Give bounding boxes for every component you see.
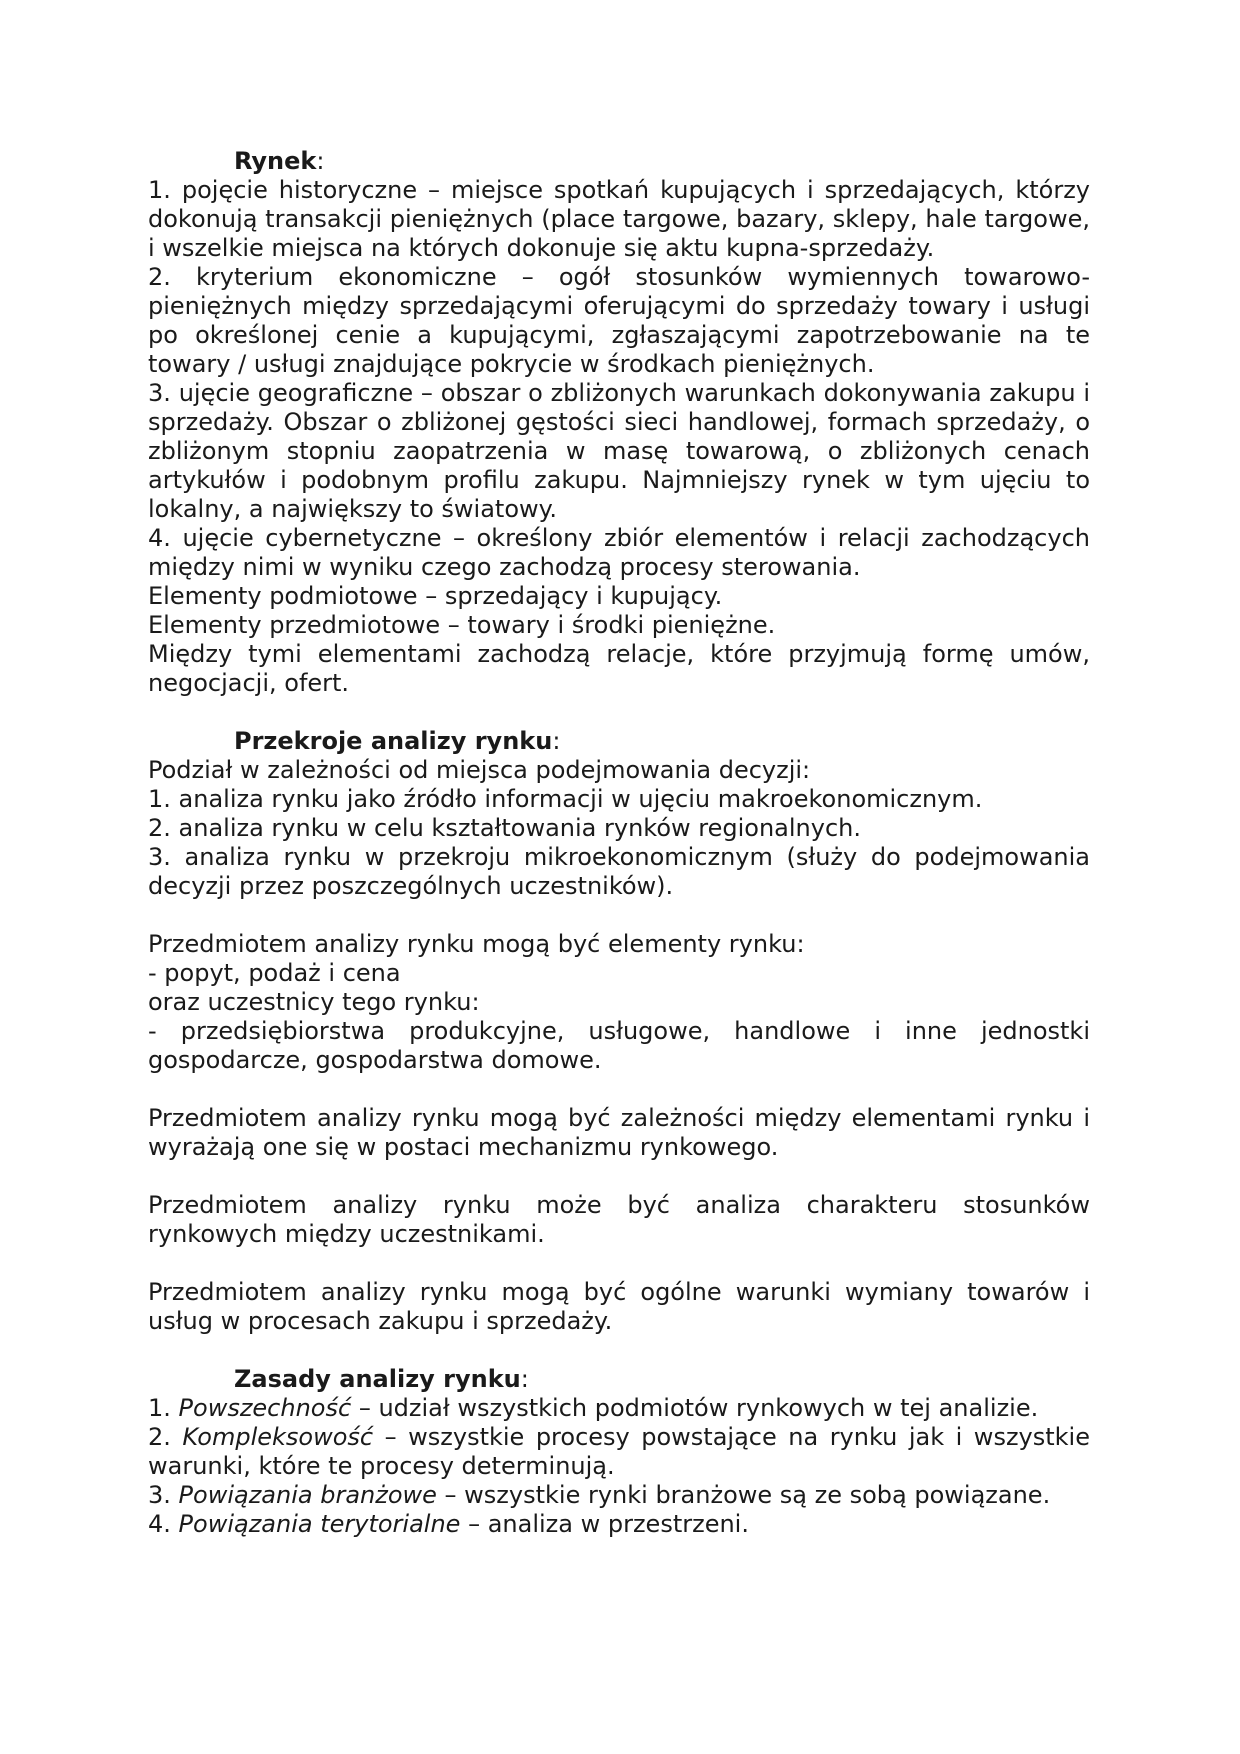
- paragraph: Przedmiotem analizy rynku może być analiza charakteru stosunków rynkowych między uczestnikami.: [148, 1191, 1090, 1248]
- list-item: 3. Powiązania branżowe – wszystkie rynki branżowe są ze sobą powiązane.: [148, 1481, 1051, 1509]
- paragraph-line: Przedmiotem analizy rynku mogą być elementy rynku:: [148, 930, 805, 958]
- spacer: [148, 901, 1090, 930]
- paragraph: Przedmiotem analizy rynku mogą być zależności między elementami rynku i wyrażają one się w postaci mechanizmu rynkowego.: [148, 1104, 1090, 1161]
- section-intro: Podział w zależności od miejsca podejmowania decyzji:: [148, 756, 811, 784]
- spacer: [148, 698, 1090, 727]
- spacer: [148, 1162, 1090, 1191]
- document-page: [148, 147, 1090, 1539]
- list-item: 2. Kompleksowość – wszystkie procesy powstające na rynku jak i wszystkie warunki, które te procesy determinują.: [148, 1423, 1090, 1480]
- paragraph-line: Elementy przedmiotowe – towary i środki pieniężne.: [148, 611, 776, 639]
- spacer: [148, 1249, 1090, 1278]
- list-item: 2. kryterium ekonomiczne – ogół stosunków wymiennych towarowo-pieniężnych między sprzedającymi oferującymi do sprzedaży towary i usługi po określonej cenie a kupującymi, zgłaszającymi zapotrzebowanie na te towary / usługi znajdujące pokrycie w środkach pieniężnych.: [148, 263, 1090, 378]
- list-item: 3. analiza rynku w przekroju mikroekonomicznym (służy do podejmowania decyzji przez poszczególnych uczestników).: [148, 843, 1090, 900]
- paragraph-line: oraz uczestnicy tego rynku:: [148, 988, 480, 1016]
- section-heading-przekroje: Przekroje analizy rynku:: [234, 727, 561, 755]
- list-item: 4. Powiązania terytorialne – analiza w przestrzeni.: [148, 1510, 749, 1538]
- list-item: 4. ujęcie cybernetyczne – określony zbiór elementów i relacji zachodzących między nimi w wyniku czego zachodzą procesy sterowania.: [148, 524, 1090, 581]
- paragraph-line: Elementy podmiotowe – sprzedający i kupujący.: [148, 582, 723, 610]
- list-item: 1. Powszechność – udział wszystkich podmiotów rynkowych w tej analizie.: [148, 1394, 1039, 1422]
- section-heading-zasady: Zasady analizy rynku:: [234, 1365, 529, 1393]
- paragraph-line: Między tymi elementami zachodzą relacje, które przyjmują formę umów, negocjacji, ofert.: [148, 640, 1090, 697]
- list-item: 3. ujęcie geograficzne – obszar o zbliżonych warunkach dokonywania zakupu i sprzedaży. Obszar o zbliżonej gęstości sieci handlowej, formach sprzedaży, o zbliżonym stopniu zaopatrzenia w masę towarową, o zbliżonych cenach artykułów i podobnym profilu zakupu. Najmniejszy rynek w tym ujęciu to lokalny, a największy to światowy.: [148, 379, 1090, 523]
- paragraph: Przedmiotem analizy rynku mogą być ogólne warunki wymiany towarów i usług w procesach zakupu i sprzedaży.: [148, 1278, 1090, 1335]
- list-item: 2. analiza rynku w celu kształtowania rynków regionalnych.: [148, 814, 862, 842]
- section-heading-rynek: Rynek:: [234, 147, 325, 175]
- spacer: [148, 1336, 1090, 1365]
- list-item: 1. pojęcie historyczne – miejsce spotkań kupujących i sprzedających, którzy dokonują transakcji pieniężnych (place targowe, bazary, sklepy, hale targowe, i wszelkie miejsca na których dokonuje się aktu kupna-sprzedaży.: [148, 176, 1090, 262]
- spacer: [148, 1075, 1090, 1104]
- paragraph-line: - przedsiębiorstwa produkcyjne, usługowe, handlowe i inne jednostki gospodarcze, gospodarstwa domowe.: [148, 1017, 1090, 1074]
- paragraph-line: - popyt, podaż i cena: [148, 959, 401, 987]
- list-item: 1. analiza rynku jako źródło informacji w ujęciu makroekonomicznym.: [148, 785, 983, 813]
